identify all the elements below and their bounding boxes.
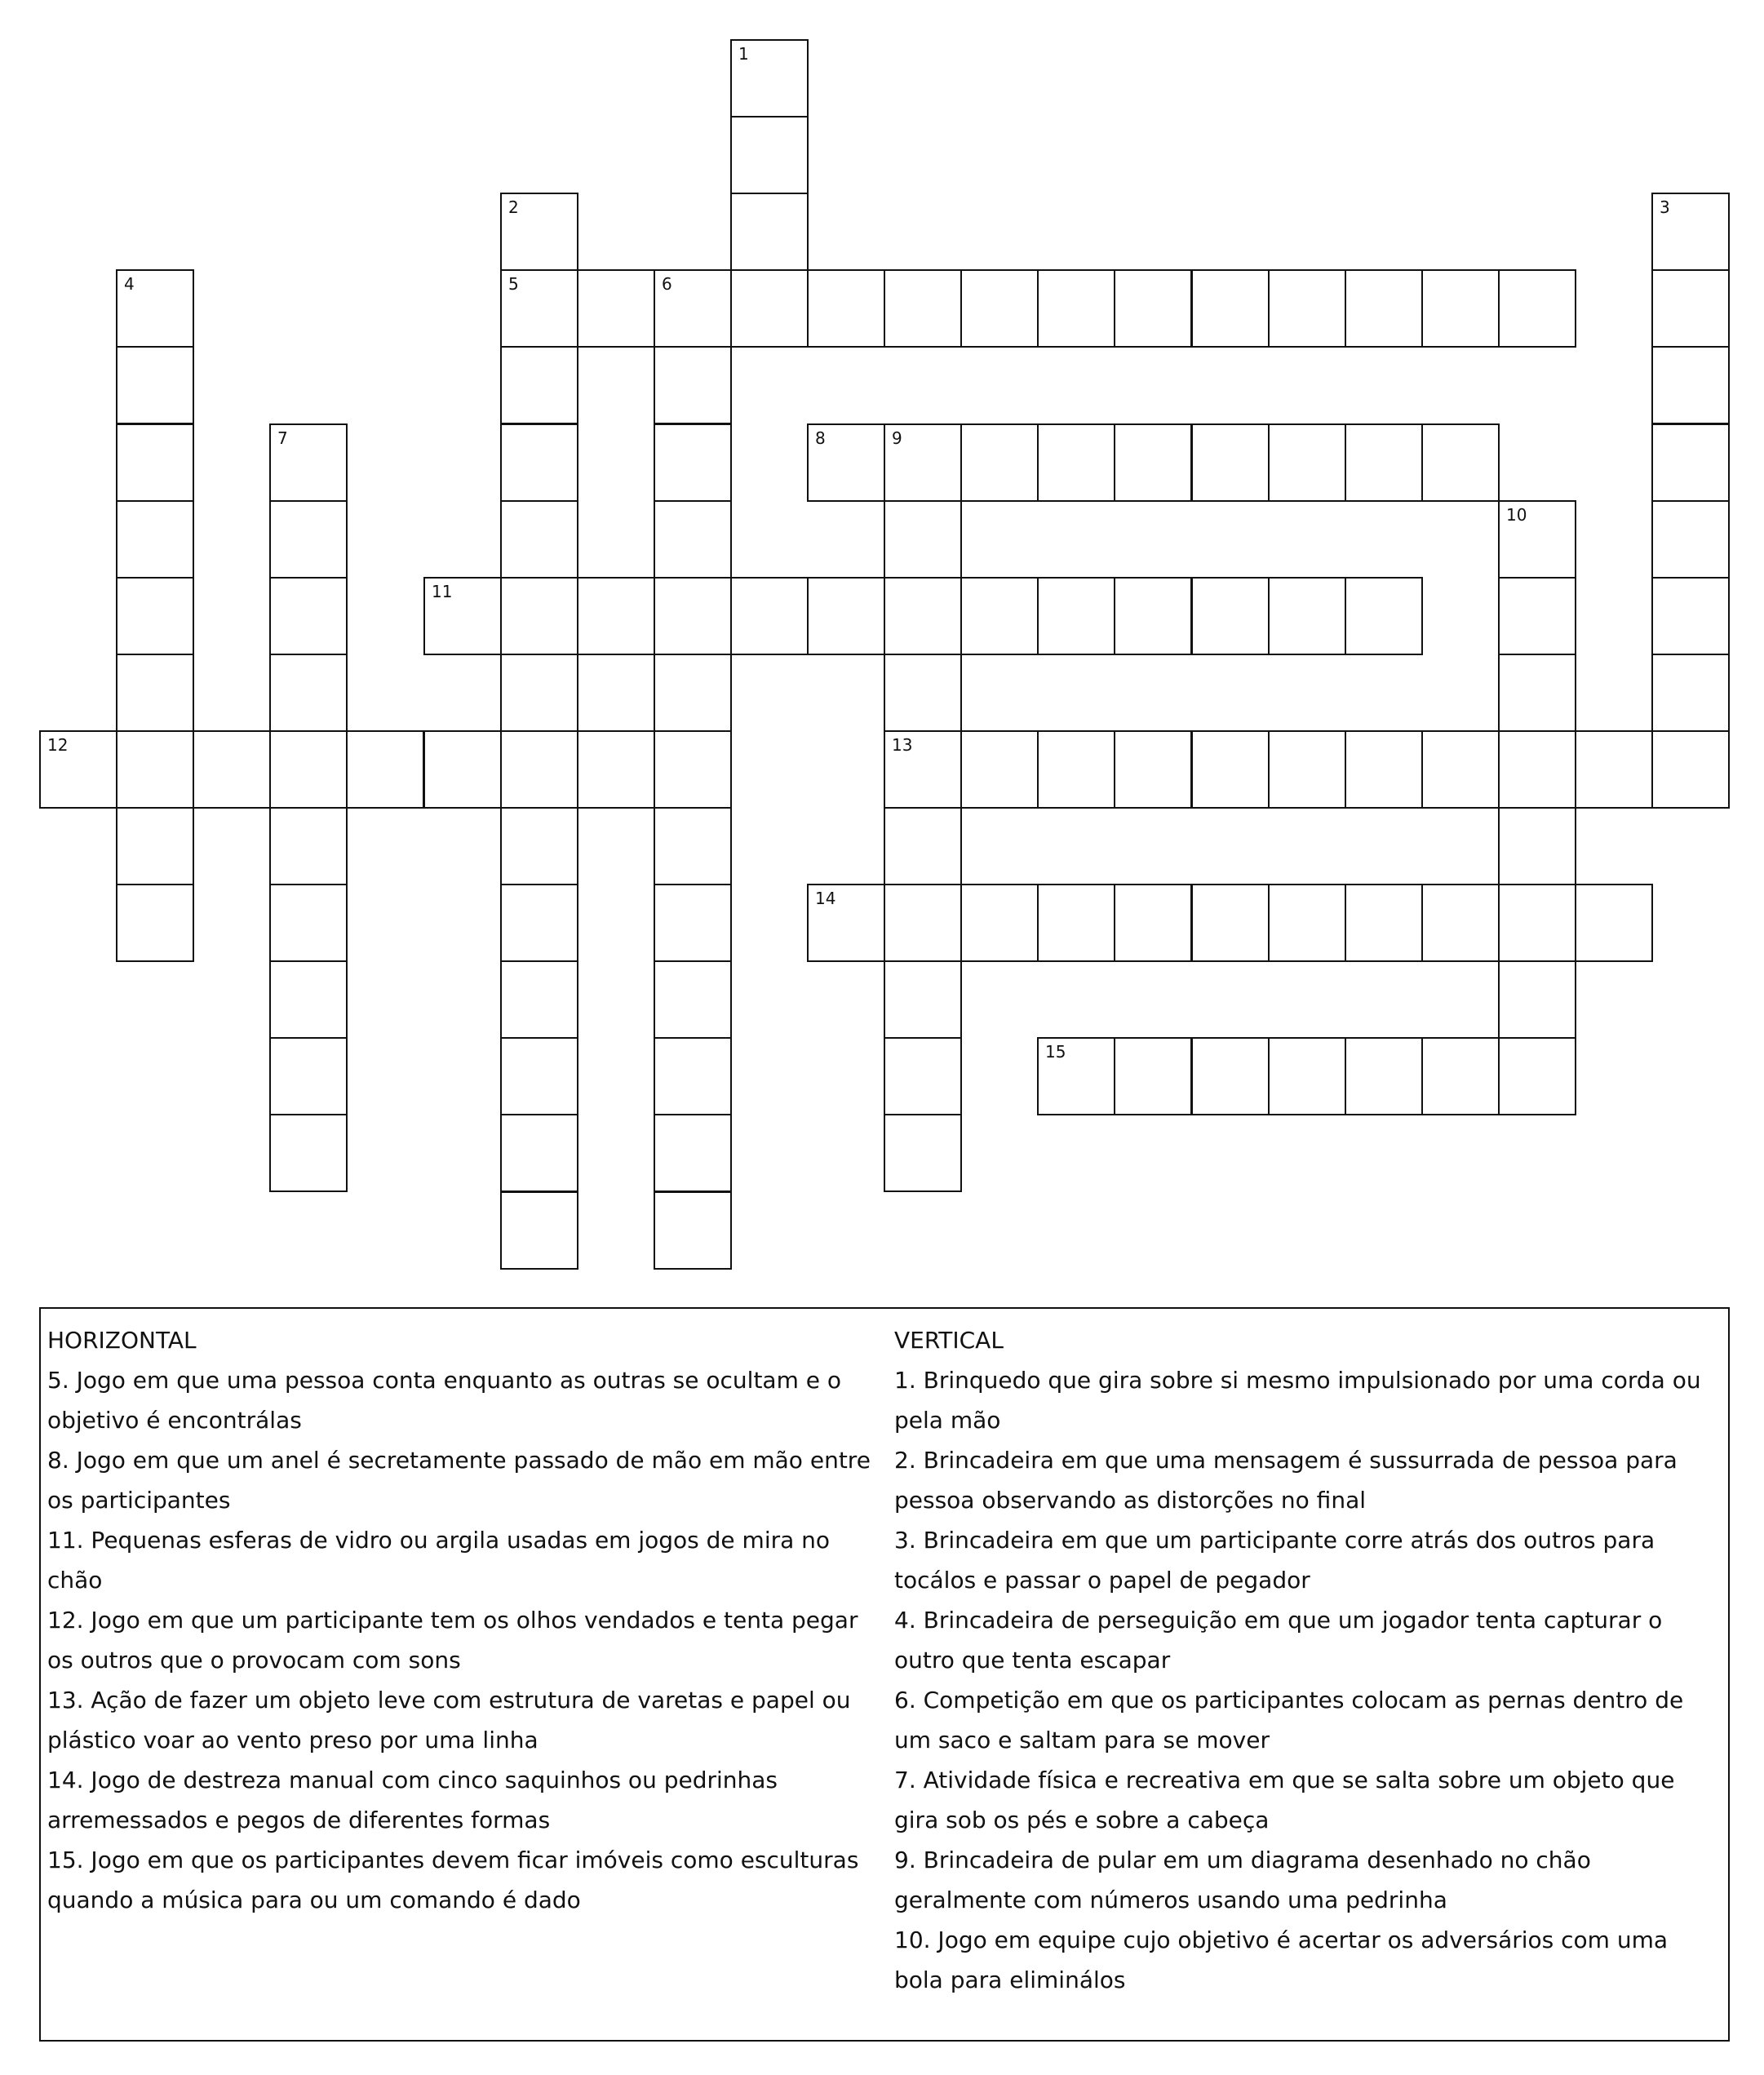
- grid-cell[interactable]: [730, 39, 809, 117]
- grid-cell[interactable]: [960, 730, 1039, 809]
- grid-cell[interactable]: [577, 730, 655, 809]
- grid-cell[interactable]: [1651, 423, 1730, 502]
- grid-cell[interactable]: [960, 423, 1039, 502]
- down-clue: 6. Competição em que os participantes colocam as pernas dentro de um saco e saltam para se mover: [894, 1687, 1684, 1754]
- grid-cell[interactable]: [1345, 269, 1423, 348]
- grid-cell[interactable]: [1037, 423, 1115, 502]
- grid-cell[interactable]: [884, 730, 962, 809]
- grid-cell[interactable]: [1114, 577, 1192, 655]
- grid-cell[interactable]: [116, 577, 194, 655]
- down-clue: 10. Jogo em equipe cujo objetivo é acertar os adversários com uma bola para eliminálos: [894, 1926, 1669, 1993]
- grid-cell[interactable]: [1498, 730, 1576, 809]
- grid-cell[interactable]: [1268, 269, 1346, 348]
- grid-cell[interactable]: [807, 269, 885, 348]
- grid-cell[interactable]: [1575, 884, 1653, 962]
- clue-number: 9: [892, 428, 902, 448]
- grid-cell[interactable]: [1651, 577, 1730, 655]
- grid-cell[interactable]: [1345, 730, 1423, 809]
- grid-cell[interactable]: [1037, 269, 1115, 348]
- across-clues: [47, 1320, 871, 1920]
- grid-cell[interactable]: [423, 730, 502, 809]
- grid-cell[interactable]: [1651, 730, 1730, 809]
- grid-cell[interactable]: [807, 884, 885, 962]
- grid-cell[interactable]: [269, 1114, 348, 1192]
- grid-cell[interactable]: [500, 346, 578, 424]
- grid-cell[interactable]: [1345, 577, 1423, 655]
- grid-cell[interactable]: [269, 807, 348, 885]
- grid-cell[interactable]: [1268, 577, 1346, 655]
- grid-cell[interactable]: [116, 346, 194, 424]
- grid-cell[interactable]: [500, 500, 578, 579]
- grid-cell[interactable]: [500, 654, 578, 732]
- grid-cell[interactable]: [500, 1114, 578, 1192]
- grid-cell[interactable]: [269, 730, 348, 809]
- grid-cell[interactable]: [1268, 1037, 1346, 1115]
- grid-cell[interactable]: [654, 500, 732, 579]
- grid-cell[interactable]: [960, 269, 1039, 348]
- down-clue: 9. Brincadeira de pular em um diagrama desenhado no chão geralmente com números usando uma pedrinha: [894, 1847, 1591, 1913]
- grid-cell[interactable]: [1498, 807, 1576, 885]
- grid-cell[interactable]: [1421, 423, 1500, 502]
- down-clue: 7. Atividade física e recreativa em que se salta sobre um objeto que gira sob os pés e sobre a cabeça: [894, 1767, 1675, 1833]
- across-clue: 12. Jogo em que um participante tem os olhos vendados e tenta pegar os outros que o provocam com sons: [47, 1607, 858, 1674]
- grid-cell[interactable]: [423, 577, 502, 655]
- grid-cell[interactable]: [884, 500, 962, 579]
- grid-cell[interactable]: [807, 577, 885, 655]
- grid-cell[interactable]: [654, 1037, 732, 1115]
- across-heading: HORIZONTAL: [47, 1327, 197, 1354]
- grid-cell[interactable]: [654, 577, 732, 655]
- grid-cell[interactable]: [1421, 730, 1500, 809]
- down-clue: 1. Brinquedo que gira sobre si mesmo impulsionado por uma corda ou pela mão: [894, 1367, 1701, 1434]
- across-clue: 15. Jogo em que os participantes devem ficar imóveis como esculturas quando a música para ou um comando é dado: [47, 1847, 859, 1913]
- grid-cell[interactable]: [500, 1191, 578, 1270]
- grid-cell[interactable]: [1345, 423, 1423, 502]
- grid-cell[interactable]: [500, 807, 578, 885]
- across-clue: 11. Pequenas esferas de vidro ou argila usadas em jogos de mira no chão: [47, 1527, 831, 1594]
- grid-cell[interactable]: [1268, 884, 1346, 962]
- grid-cell[interactable]: [730, 193, 809, 271]
- grid-cell[interactable]: [269, 500, 348, 579]
- grid-cell[interactable]: [116, 269, 194, 348]
- across-clue: 5. Jogo em que uma pessoa conta enquanto as outras se ocultam e o objetivo é encontrálas: [47, 1367, 842, 1434]
- down-heading: VERTICAL: [894, 1327, 1004, 1354]
- grid-cell[interactable]: [884, 577, 962, 655]
- grid-cell[interactable]: [1191, 269, 1270, 348]
- grid-cell[interactable]: [884, 423, 962, 502]
- grid-cell[interactable]: [1191, 1037, 1270, 1115]
- grid-cell[interactable]: [1037, 884, 1115, 962]
- across-clue: 14. Jogo de destreza manual com cinco saquinhos ou pedrinhas arremessados e pegos de diferentes formas: [47, 1767, 778, 1833]
- grid-cell[interactable]: [116, 807, 194, 885]
- grid-cell[interactable]: [1498, 577, 1576, 655]
- clue-number: 14: [815, 889, 836, 908]
- grid-cell[interactable]: [1114, 1037, 1192, 1115]
- across-clue: 8. Jogo em que um anel é secretamente passado de mão em mão entre os participantes: [47, 1447, 871, 1514]
- grid-cell[interactable]: [116, 500, 194, 579]
- grid-cell[interactable]: [1191, 577, 1270, 655]
- grid-cell[interactable]: [654, 884, 732, 962]
- clue-number: 4: [124, 274, 135, 294]
- grid-cell[interactable]: [1498, 884, 1576, 962]
- grid-cell[interactable]: [500, 730, 578, 809]
- grid-cell[interactable]: [884, 269, 962, 348]
- clue-number: 1: [738, 44, 749, 64]
- down-clue: 2. Brincadeira em que uma mensagem é sussurrada de pessoa para pessoa observando as distorções no final: [894, 1447, 1678, 1514]
- grid-cell[interactable]: [1114, 884, 1192, 962]
- grid-cell[interactable]: [193, 730, 271, 809]
- grid-cell[interactable]: [1575, 730, 1653, 809]
- clue-number: 3: [1660, 197, 1670, 217]
- grid-cell[interactable]: [654, 730, 732, 809]
- grid-cell[interactable]: [269, 884, 348, 962]
- grid-cell[interactable]: [1651, 346, 1730, 424]
- clue-number: 13: [892, 735, 913, 755]
- grid-cell[interactable]: [884, 807, 962, 885]
- grid-cell[interactable]: [1651, 500, 1730, 579]
- grid-cell[interactable]: [500, 1037, 578, 1115]
- grid-cell[interactable]: [269, 654, 348, 732]
- grid-cell[interactable]: [39, 730, 117, 809]
- grid-cell[interactable]: [500, 193, 578, 271]
- grid-cell[interactable]: [1191, 884, 1270, 962]
- grid-cell[interactable]: [1651, 269, 1730, 348]
- grid-cell[interactable]: [577, 577, 655, 655]
- down-clue: 3. Brincadeira em que um participante corre atrás dos outros para tocálos e passar o papel de pegador: [894, 1527, 1655, 1594]
- grid-cell[interactable]: [1498, 654, 1576, 732]
- grid-cell[interactable]: [577, 269, 655, 348]
- grid-cell[interactable]: [884, 1114, 962, 1192]
- grid-cell[interactable]: [960, 884, 1039, 962]
- grid-cell[interactable]: [1498, 500, 1576, 579]
- clue-box: [39, 1307, 1730, 2042]
- clue-number: 11: [432, 582, 453, 601]
- grid-cell[interactable]: [884, 654, 962, 732]
- grid-cell[interactable]: [1421, 884, 1500, 962]
- grid-cell[interactable]: [116, 654, 194, 732]
- grid-cell[interactable]: [1191, 423, 1270, 502]
- grid-cell[interactable]: [500, 884, 578, 962]
- grid-cell[interactable]: [1114, 423, 1192, 502]
- across-clue: 13. Ação de fazer um objeto leve com estrutura de varetas e papel ou plástico voar ao vento preso por uma linha: [47, 1687, 851, 1754]
- grid-cell[interactable]: [730, 577, 809, 655]
- grid-cell[interactable]: [654, 269, 732, 348]
- grid-cell[interactable]: [1268, 730, 1346, 809]
- grid-cell[interactable]: [654, 654, 732, 732]
- grid-cell[interactable]: [807, 423, 885, 502]
- grid-cell[interactable]: [1037, 1037, 1115, 1115]
- grid-cell[interactable]: [269, 577, 348, 655]
- grid-cell[interactable]: [654, 1191, 732, 1270]
- grid-cell[interactable]: [1421, 269, 1500, 348]
- grid-cell[interactable]: [116, 730, 194, 809]
- clue-number: 12: [47, 735, 69, 755]
- grid-cell[interactable]: [884, 884, 962, 962]
- grid-cell[interactable]: [654, 1114, 732, 1192]
- grid-cell[interactable]: [1498, 960, 1576, 1039]
- down-clue: 4. Brincadeira de perseguição em que um jogador tenta capturar o outro que tenta escapar: [894, 1607, 1663, 1674]
- grid-cell[interactable]: [500, 960, 578, 1039]
- clue-number: 15: [1045, 1042, 1066, 1062]
- grid-cell[interactable]: [269, 1037, 348, 1115]
- clue-number: 10: [1506, 505, 1527, 525]
- grid-cell[interactable]: [1191, 730, 1270, 809]
- grid-cell[interactable]: [1651, 654, 1730, 732]
- grid-cell[interactable]: [1421, 1037, 1500, 1115]
- grid-cell[interactable]: [960, 577, 1039, 655]
- grid-cell[interactable]: [1651, 193, 1730, 271]
- grid-cell[interactable]: [269, 960, 348, 1039]
- grid-cell[interactable]: [269, 423, 348, 502]
- clue-number: 5: [508, 274, 519, 294]
- clue-number: 6: [662, 274, 672, 294]
- grid-cell[interactable]: [654, 807, 732, 885]
- clue-number: 7: [277, 428, 288, 448]
- grid-cell[interactable]: [1498, 1037, 1576, 1115]
- grid-cell[interactable]: [1114, 730, 1192, 809]
- grid-cell[interactable]: [346, 730, 424, 809]
- grid-cell[interactable]: [500, 577, 578, 655]
- grid-cell[interactable]: [654, 960, 732, 1039]
- grid-cell[interactable]: [1345, 1037, 1423, 1115]
- grid-cell[interactable]: [500, 269, 578, 348]
- grid-cell[interactable]: [1037, 730, 1115, 809]
- grid-cell[interactable]: [730, 116, 809, 194]
- grid-cell[interactable]: [1114, 269, 1192, 348]
- grid-cell[interactable]: [1498, 269, 1576, 348]
- grid-cell[interactable]: [884, 1037, 962, 1115]
- clue-number: 8: [815, 428, 826, 448]
- grid-cell[interactable]: [884, 960, 962, 1039]
- down-clues: [894, 1320, 1718, 2000]
- grid-cell[interactable]: [730, 269, 809, 348]
- grid-cell[interactable]: [1268, 423, 1346, 502]
- clue-number: 2: [508, 197, 519, 217]
- grid-cell[interactable]: [1037, 577, 1115, 655]
- grid-cell[interactable]: [654, 423, 732, 502]
- grid-cell[interactable]: [1345, 884, 1423, 962]
- grid-cell[interactable]: [116, 884, 194, 962]
- grid-cell[interactable]: [116, 423, 194, 502]
- grid-cell[interactable]: [654, 346, 732, 424]
- grid-cell[interactable]: [500, 423, 578, 502]
